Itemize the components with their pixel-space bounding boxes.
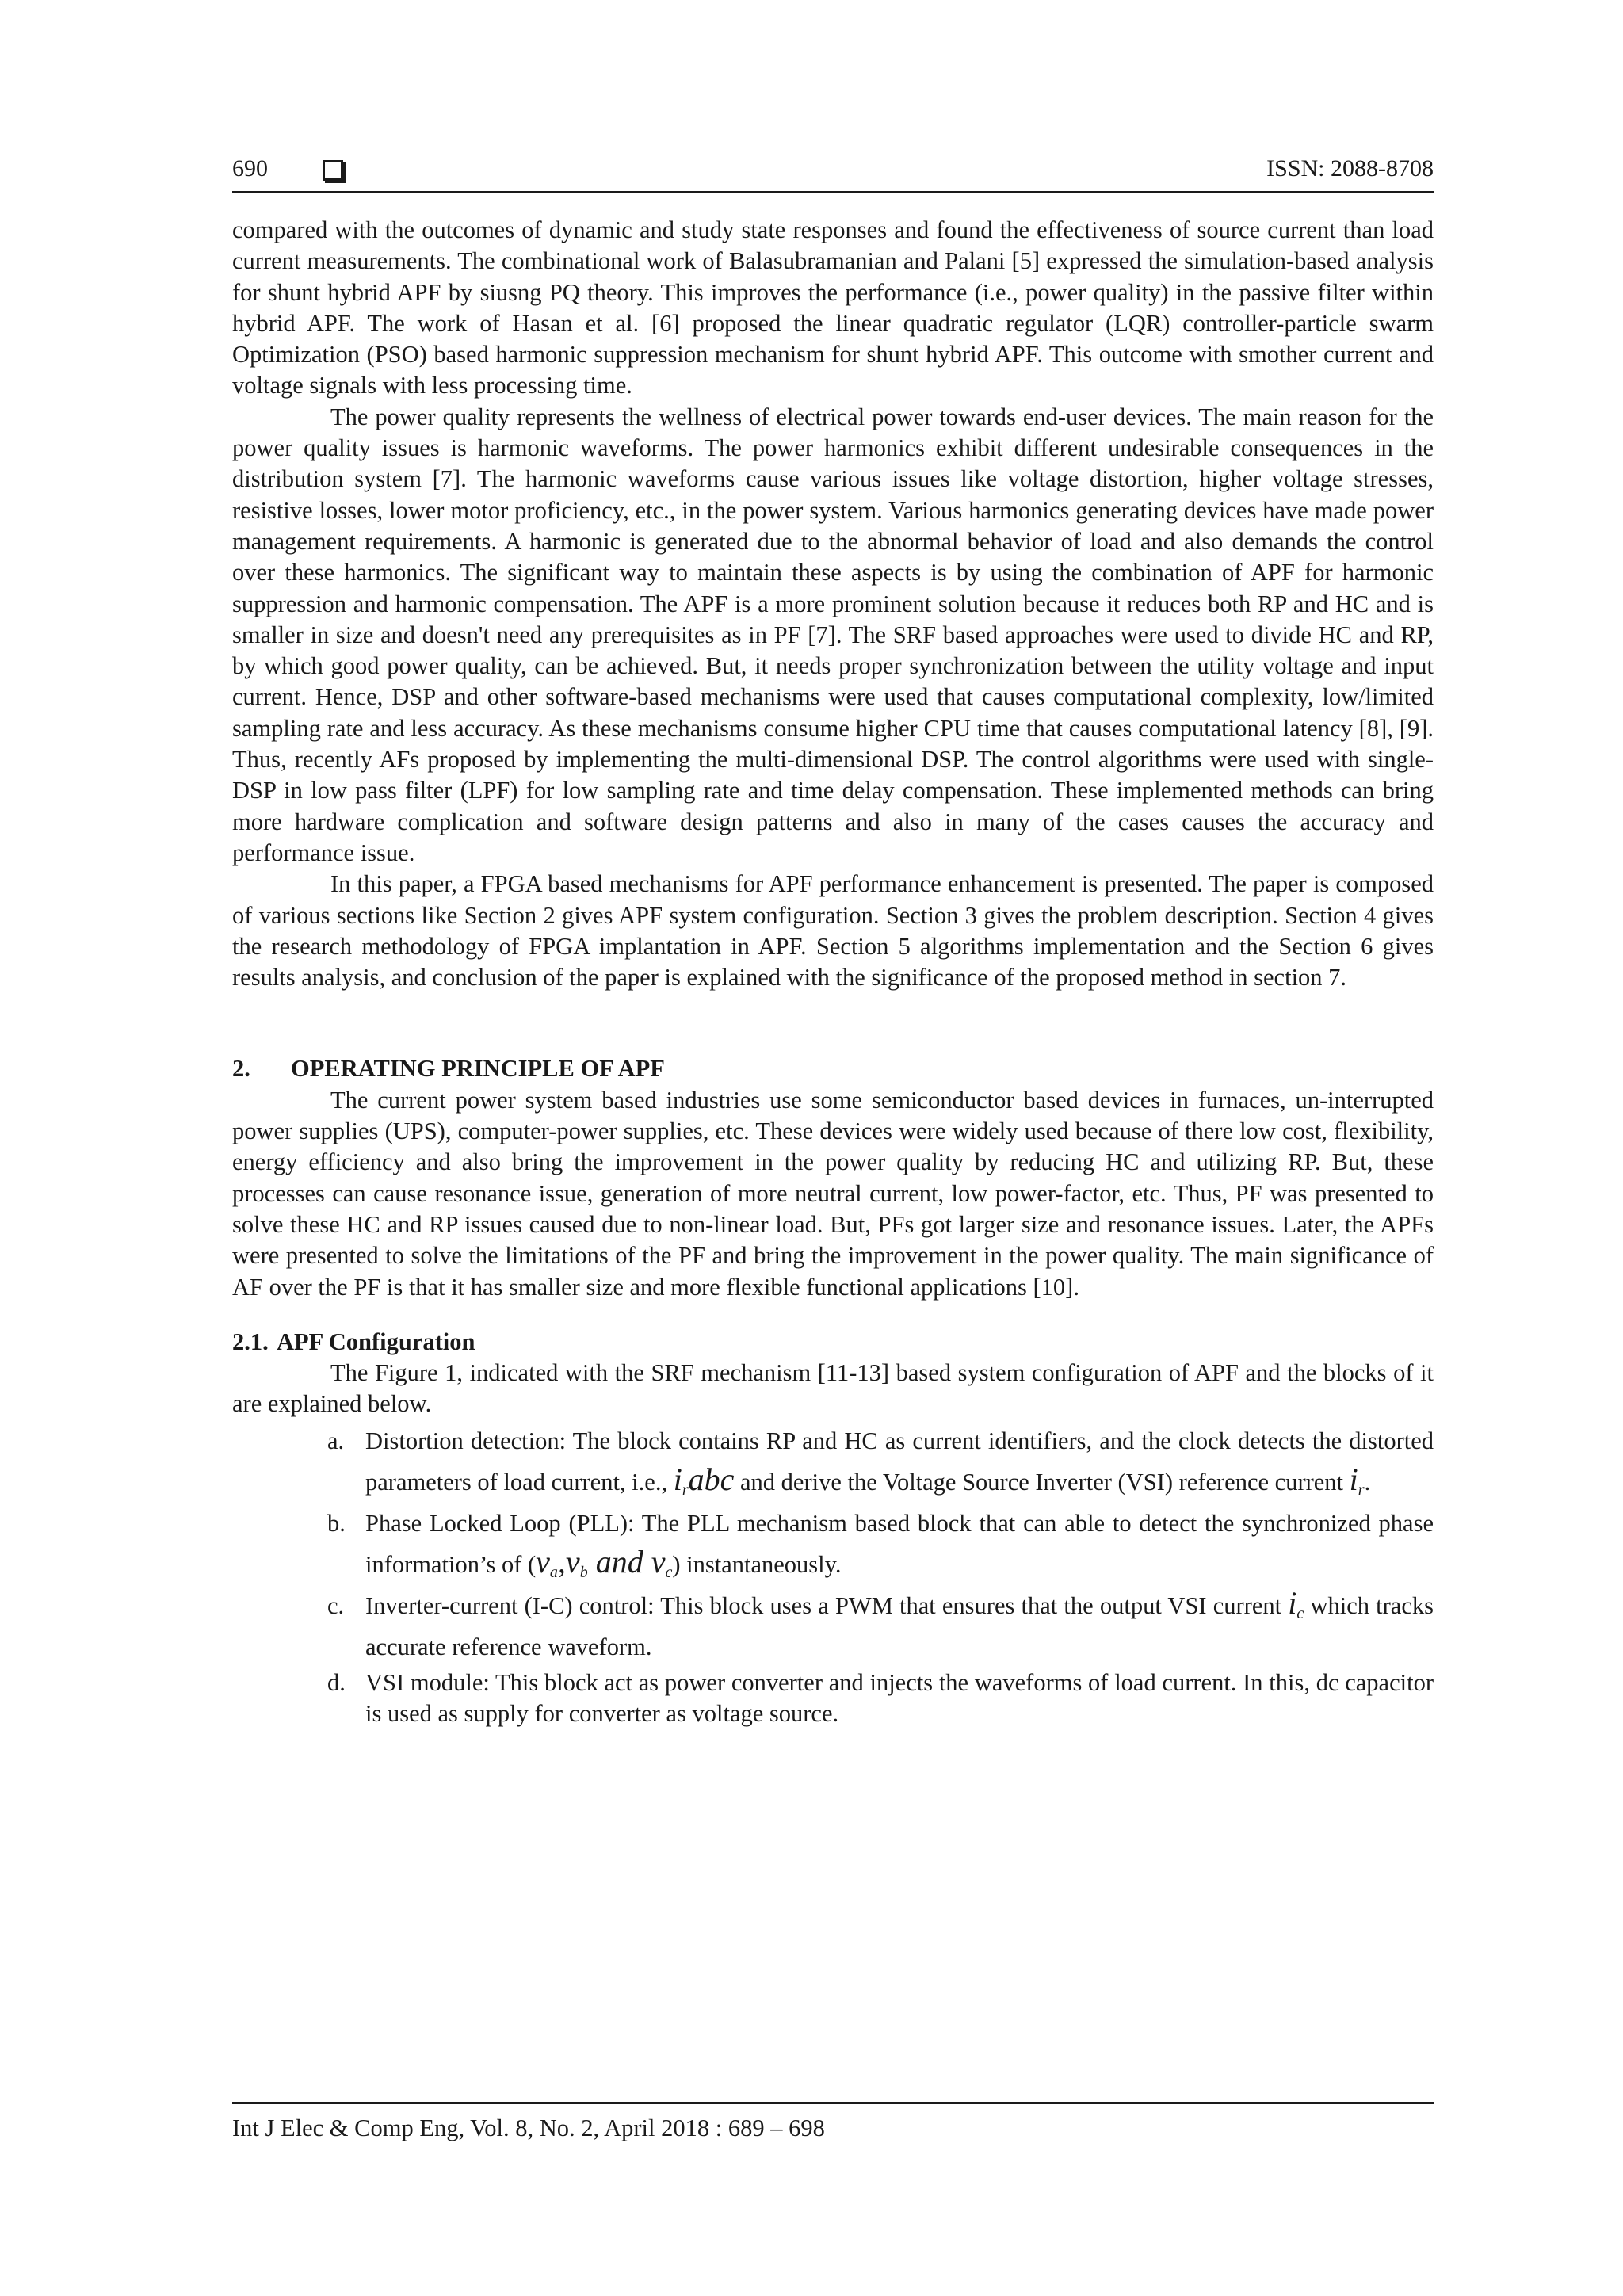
item-c-text-1: Inverter-current (I-C) control: This block uses a PWM that ensures that the output VSI current xyxy=(365,1591,1282,1619)
math-symbol-v: v xyxy=(536,1543,550,1580)
item-b-text-2: ) instantaneously. xyxy=(672,1550,842,1578)
math-subscript-b: b xyxy=(579,1563,588,1581)
item-d-text: VSI module: This block act as power converter and injects the waveforms of load current. In this, dc capacitor is used as supply for converter as voltage source. xyxy=(365,1668,1434,1727)
list-marker: b. xyxy=(327,1509,346,1537)
math-subscript-c: c xyxy=(1296,1604,1304,1622)
paragraph-5: The Figure 1, indicated with the SRF mechanism [11-13] based system configuration of APF and the blocks of it are explained below. xyxy=(232,1359,1434,1418)
footer-citation: Int J Elec & Comp Eng, Vol. 8, No. 2, April 2018 : 689 – 698 xyxy=(232,2115,825,2141)
body-text xyxy=(232,215,1434,1729)
math-symbol-v: v xyxy=(565,1543,580,1580)
math-phase-voltages: $v_a,v_b$ and $v_c$ xyxy=(536,1543,673,1581)
list-marker: c. xyxy=(327,1591,345,1619)
section-2-title: OPERATING PRINCIPLE OF APF xyxy=(291,1055,665,1083)
list-item-b xyxy=(232,1503,1434,1585)
item-c-text-2: which tracks accurate reference waveform. xyxy=(365,1591,1434,1660)
page-number: 690 xyxy=(232,155,268,181)
math-symbol-v: v xyxy=(651,1543,666,1580)
section-2-number: 2. xyxy=(232,1055,250,1083)
paragraph-4: The current power system based industries use some semiconductor based devices in furnaces, un-interrupted power supplies (UPS), computer-power supplies, etc. These devices were widely used because of there low cost, flexibility, energy efficiency and also bring the improvement in the power quality by reducing HC and utilizing RP. But, these processes can cause resonance issue, generation of more neutral current, low power-factor, etc. Thus, PF was presented to solve these HC and RP issues caused due to non-linear load. But, PFs got larger size and resonance issues. Later, the APFs were presented to solve the limitations of the PF and bring the improvement in the power quality. The main significance of AF over the PF is that it has smaller size and more flexible functional applications [10]. xyxy=(232,1086,1434,1301)
section-2-1-heading xyxy=(232,1327,1434,1358)
math-i-r-abc xyxy=(674,1461,735,1497)
math-i-r xyxy=(1350,1461,1365,1497)
math-subscript-r: r xyxy=(1358,1480,1365,1499)
math-symbol-i: i xyxy=(1349,1461,1358,1497)
section-2-1-number: 2.1. xyxy=(232,1328,269,1355)
math-subscript-c: c xyxy=(665,1563,673,1581)
math-symbol-i: i xyxy=(673,1461,682,1497)
item-a-text-3: . xyxy=(1364,1468,1371,1496)
list-item-c xyxy=(232,1585,1434,1668)
math-abc: abc xyxy=(688,1461,735,1497)
section-2-heading xyxy=(232,1053,1434,1084)
paragraph-2: The power quality represents the wellness of electrical power towards end-user devices. The main reason for the power quality issues is harmonic waveforms. The power harmonics exhibit different undesirable consequences in the distribution system [7]. The harmonic waveforms cause various issues like voltage distortion, higher voltage stresses, resistive losses, lower motor proficiency, etc., in the power system. Various harmonics generating devices have made power management requirements. A harmonic is generated due to the abnormal behavior of load and also demands the control over these harmonics. The significant way to maintain these aspects is by using the combination of APF for harmonic suppression and harmonic compensation. The APF is a more prominent solution because it reduces both RP and HC and is smaller in size and doesn't need any prerequisites as in PF [7]. The SRF based approaches were used to divide HC and RP, by which good power quality, can be achieved. But, it needs proper synchronization between the utility voltage and input current. Hence, DSP and other software-based mechanisms were used that causes computational complexity, low/limited sampling rate and less accuracy. As these mechanisms consume higher CPU time that causes computational latency [8], [9]. Thus, recently AFs proposed by implementing the multi-dimensional DSP. The control algorithms were used with single-DSP in low pass filter (LPF) for low sampling rate and time delay compensation. These implemented methods can bring more hardware complication and software design patterns and also in many of the cases causes the accuracy and performance issue. xyxy=(232,403,1434,866)
list-item-d xyxy=(232,1668,1434,1730)
item-b-text-1: Phase Locked Loop (PLL): The PLL mechanism based block that can able to detect the synchronized phase information’s of ( xyxy=(365,1509,1434,1578)
page-header xyxy=(232,155,1434,193)
checkbox-square-icon xyxy=(323,160,343,181)
paragraph-3: In this paper, a FPGA based mechanisms for APF performance enhancement is presented. The paper is composed of various sections like Section 2 gives APF system configuration. Section 3 gives the problem description. Section 4 gives the research methodology of FPGA implantation in APF. Section 5 algorithms implementation and the Section 6 gives results analysis, and conclusion of the paper is explained with the significance of the proposed method in section 7. xyxy=(232,870,1434,991)
footer-rule xyxy=(232,2102,1434,2104)
math-subscript-r: r xyxy=(682,1480,689,1499)
list-item-a xyxy=(232,1420,1434,1503)
list-marker: a. xyxy=(327,1427,345,1454)
math-i-c xyxy=(1288,1585,1304,1621)
item-a-text-2: and derive the Voltage Source Inverter (VSI) reference current xyxy=(740,1468,1344,1496)
item-a-text-1: Distortion detection: The block contains RP and HC as current identifiers, and the clock detects the distorted parameters of load current, i.e., xyxy=(365,1427,1434,1496)
issn-label: ISSN: 2088-8708 xyxy=(1266,155,1434,181)
list-marker: d. xyxy=(327,1668,346,1696)
block-list xyxy=(232,1420,1434,1730)
header-rule xyxy=(232,191,1434,193)
math-symbol-i: i xyxy=(1288,1584,1297,1621)
math-and: and xyxy=(595,1543,643,1580)
math-subscript-a: a xyxy=(549,1563,558,1581)
paragraph-1: compared with the outcomes of dynamic and study state responses and found the effectiveness of source current than load current measurements. The combinational work of Balasubramanian and Palani [5] expressed the simulation-based analysis for shunt hybrid APF by siusng PQ theory. This improves the performance (i.e., power quality) in the passive filter within hybrid APF. The work of Hasan et al. [6] proposed the linear quadratic regulator (LQR) controller-particle swarm Optimization (PSO) based harmonic suppression mechanism for shunt hybrid APF. This outcome with smother current and voltage signals with less processing time. xyxy=(232,216,1434,399)
section-2-1-title: APF Configuration xyxy=(277,1328,475,1355)
